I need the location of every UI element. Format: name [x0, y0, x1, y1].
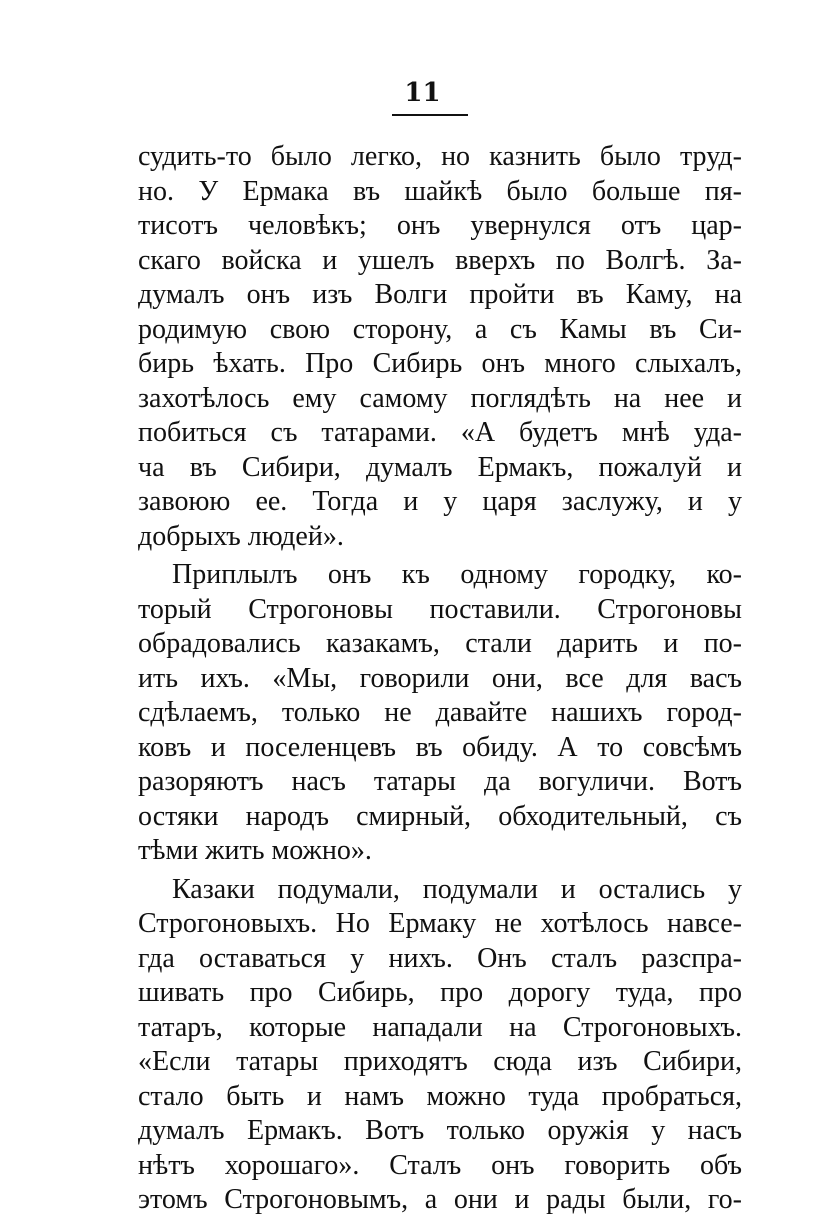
text-line: Приплылъ онъ къ одному городку, ко- [172, 559, 742, 590]
text-line: судить-то было легко, но казнить было труд- [138, 141, 742, 172]
text-line: гда оставаться у нихъ. Онъ сталъ разспра- [138, 942, 742, 974]
text-line: побиться съ татарами. «А будетъ мнѣ уда- [138, 417, 742, 448]
text-line: бирь ѣхать. Про Сибирь онъ много слыхалъ, [138, 348, 742, 379]
text-line: скаго войска и ушелъ вверхъ по Волгѣ. За- [138, 244, 742, 276]
page-number-rule [392, 114, 468, 116]
paragraph [138, 873, 742, 1218]
text-line: стало быть и намъ можно туда пробраться, [138, 1080, 742, 1112]
text-line: нѣтъ хорошаго». Сталъ онъ говорить объ [138, 1149, 742, 1181]
text-line: «Если татары приходятъ сюда изъ Сибири, [138, 1046, 742, 1077]
text-line: ить ихъ. «Мы, говорили они, все для васъ [138, 662, 742, 694]
text-line: этомъ Строгоновымъ, а они и рады были, го- [138, 1184, 742, 1215]
text-line: думалъ Ермакъ. Вотъ только оружія у насъ [138, 1115, 742, 1146]
text-line: обрадовались казакамъ, стали дарить и по- [138, 628, 742, 659]
text-line: добрыхъ людей». [138, 520, 344, 552]
text-line: завоюю ее. Тогда и у царя заслужу, и у [138, 486, 742, 517]
text-line: шивать про Сибирь, про дорогу туда, про [138, 977, 742, 1008]
text-line: думалъ онъ изъ Волги пройти въ Каму, на [138, 279, 742, 310]
text-line: остяки народъ смирный, обходительный, съ [138, 800, 742, 832]
text-line: родимую свою сторону, а съ Камы въ Си- [138, 313, 742, 345]
text-line: захотѣлось ему самому поглядѣть на нее и [138, 382, 742, 414]
text-line: Казаки подумали, подумали и остались у [172, 873, 742, 905]
text-line: ча въ Сибири, думалъ Ермакъ, пожалуй и [138, 451, 742, 483]
paragraph [138, 140, 742, 554]
text-line: Строгоновыхъ. Но Ермаку не хотѣлось навсе- [138, 908, 742, 939]
text-line: торый Строгоновы поставили. Строгоновы [138, 593, 742, 625]
page-number: 11 [404, 78, 441, 108]
text-line: но. У Ермака въ шайкѣ было больше пя- [138, 175, 742, 207]
text-line: тисотъ человѣкъ; онъ увернулся отъ цар- [138, 210, 742, 241]
text-line: сдѣлаемъ, только не давайте нашихъ город- [138, 697, 742, 728]
text-line: татаръ, которые нападали на Строгоновыхъ. [138, 1011, 742, 1043]
text-line: тѣми жить можно». [138, 835, 372, 866]
text-line: ковъ и поселенцевъ въ обиду. А то совсѣмъ [138, 731, 742, 763]
text-body [138, 140, 742, 1218]
paragraph [138, 558, 742, 869]
text-line: разоряютъ насъ татары да вогуличи. Вотъ [138, 766, 742, 797]
